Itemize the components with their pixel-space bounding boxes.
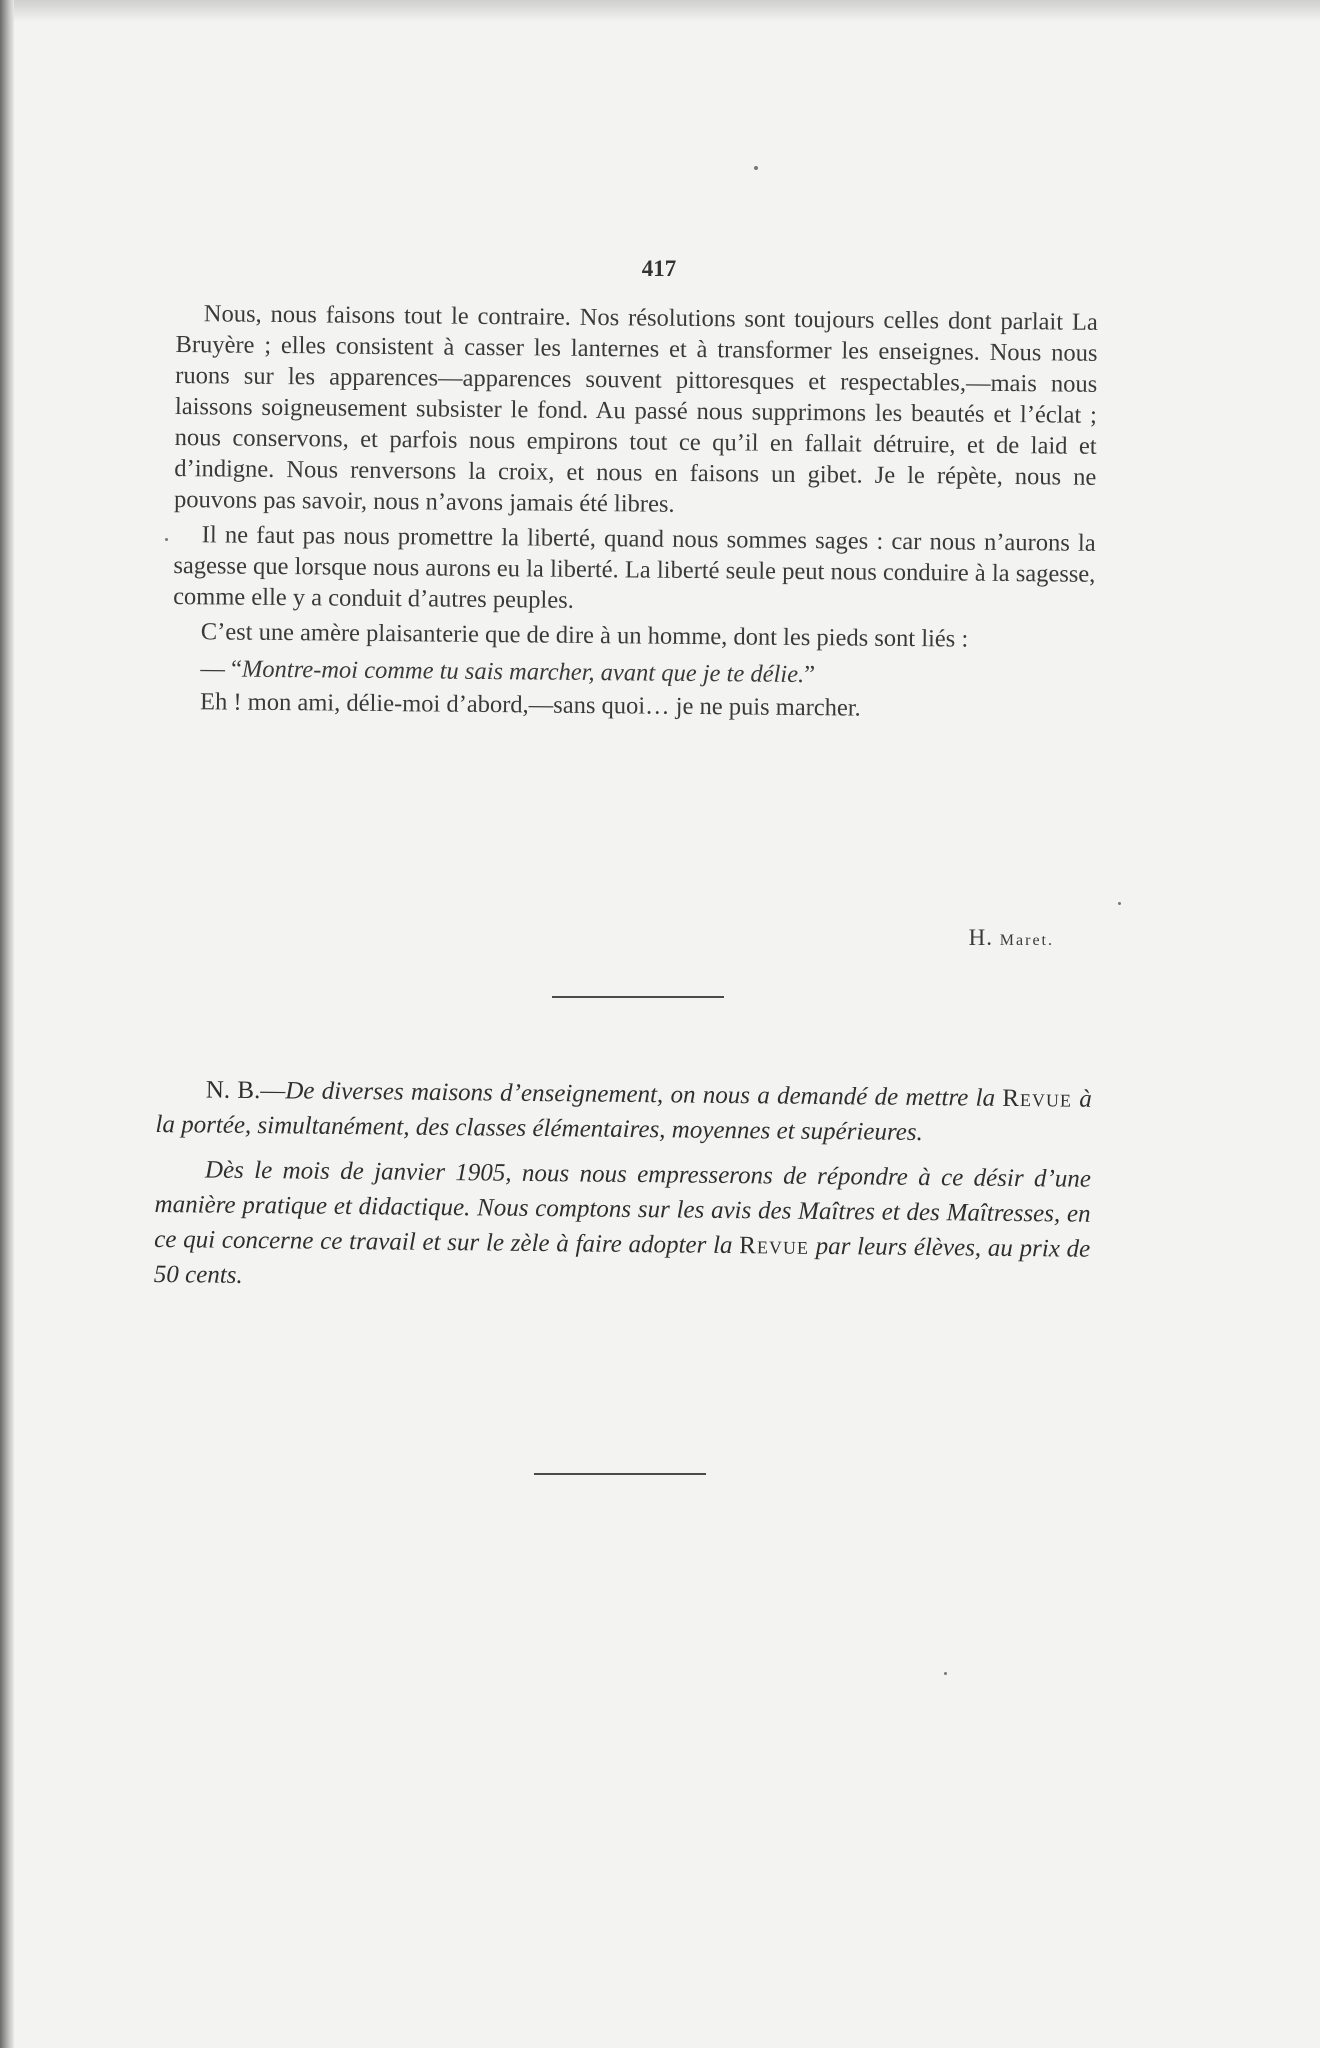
scan-speck — [1118, 902, 1121, 905]
scan-speck — [944, 1672, 947, 1675]
end-divider — [534, 1473, 706, 1475]
signature-initial: H. — [968, 925, 994, 950]
document-page — [14, 0, 1320, 2048]
note-p1-part-b: à la portée, simultanément, des classes élémentaires, moyennes et supérieures. — [155, 1085, 1092, 1147]
scan-speck — [754, 166, 758, 170]
editorial-note — [154, 1072, 1092, 1312]
note-label: N. B.— — [205, 1076, 286, 1105]
revue-title: Revue — [1002, 1084, 1073, 1113]
article-paragraph-1: Nous, nous faisons tout le contraire. Nos résolutions sont toujours celles dont parlait La Bruyère ; elles consistent à casser les lanternes et à transformer les enseignes. Nous nous ruons sur les apparences—apparences souvent pittoresques et respectables,—mais nous laissons soigneusement subsister le fond. Au passé nous supprimons les beautés et l’éclat ; nous conservons, et parfois nous empirons tout ce qu’il en fallait détruire, et de laid et d’indigne. Nous renversons la croix, et nous en faisons un gibet. Je le répète, nous ne pouvons pas savoir, nous n’avons jamais été libres. — [173, 300, 1098, 518]
signature — [874, 925, 1054, 951]
quote-text: Montre-moi comme tu sais marcher, avant que je te délie. — [241, 655, 805, 689]
note-p2-part-a: Dès le mois de janvier 1905, nous nous empresserons de répondre à ce désir d’une manière pratique et didactique. Nous comptons sur les avis des Maîtres et des Maîtresses, en ce qui concerne ce travail et sur le zèle à faire adopter la — [154, 1156, 1092, 1260]
section-divider — [552, 996, 724, 998]
note-p2-part-b: par leurs élèves, au prix de 50 cents. — [153, 1232, 1091, 1289]
article-paragraph-2: Il ne faut pas nous promettre la liberté, quand nous sommes sages : car nous n’aurons la sagesse que lorsque nous aurons eu la liberté. La liberté seule peut nous conduire à la sagesse, comme elle y a conduit d’autres peuples. — [173, 521, 1096, 614]
article-body — [172, 298, 1098, 726]
scan-speck — [165, 538, 168, 541]
quote-open: — “ — [200, 655, 243, 683]
article-paragraph-3: C’est une amère plaisanterie que de dire à un homme, dont les pieds sont liés : — [200, 618, 969, 653]
scan-binding-edge — [0, 0, 14, 2048]
signature-name: Maret. — [999, 932, 1054, 949]
quote-close: ” — [804, 661, 816, 689]
article-closing: Eh ! mon ami, délie-moi d’abord,—sans quoi… je ne puis marcher. — [199, 688, 861, 722]
note-p1-part-a: De diverses maisons d’enseignement, on nous a demandé de mettre la — [285, 1077, 1003, 1112]
note-paragraph-1 — [155, 1072, 1092, 1152]
page-number: 417 — [641, 256, 677, 281]
revue-title-2: Revue — [739, 1232, 810, 1260]
note-paragraph-2 — [154, 1152, 1091, 1302]
